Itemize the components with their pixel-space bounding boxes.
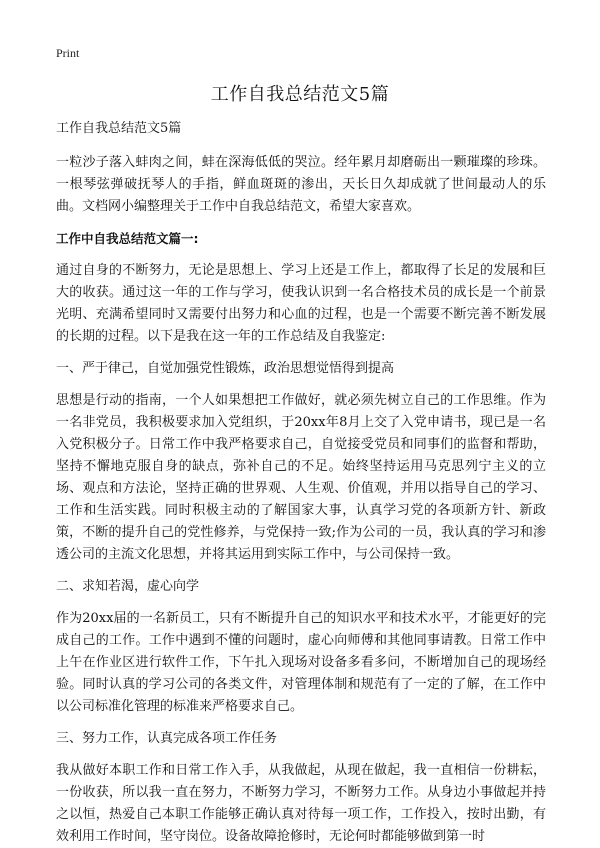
body-paragraph-2: 思想是行动的指南，一个人如果想把工作做好，就必须先树立自己的工作思维。作为一名非党员，我积极要求加入党组织，于20xx年8月上交了入党申请书，现已是一名入党积极分子。日常工作中我严格要求自己，自觉接受党员和同事们的监督和帮助，坚持不懈地克服自身的缺点，弥补自己的不足。始终坚持运用马克思列宁主义的立场、观点和方法论，坚持正确的世界观、人生观、价值观，并用以指导自己的学习、工作和生活实践。同时积极主动的了解国家大事，认真学习党的各项新方针、新政策，不断的提升自己的党性修养，与党保持一致;作为公司的一员，我认真的学习和渗透公司的主流文化思想，并将其运用到实际工作中，与公司保持一致。 — [56, 393, 546, 562]
document-body — [56, 118, 546, 848]
print-link[interactable]: Print — [56, 46, 80, 60]
point-heading-2: 二、求知若渴，虚心向学 — [56, 579, 200, 594]
body-paragraph-1: 通过自身的不断努力，无论是思想上、学习上还是工作上，都取得了长足的发展和巨大的收获。通过这一年的工作与学习，使我认识到一名合格技术员的成长是一个前景光明、充满希望同时又需要付出努力和心血的过程，也是一个需要不断完善不断发展的长期的过程。以下是我在这一年的工作总结及自我鉴定: — [56, 263, 546, 344]
point-heading-3: 三、努力工作，认真完成各项工作任务 — [56, 731, 278, 746]
body-paragraph-4: 我从做好本职工作和日常工作入手，从我做起，从现在做起，我一直相信一份耕耘，一份收获，所以我一直在努力，不断努力学习，不断努力工作。从身边小事做起并持之以恒，热爱自己本职工作能够正确认真对待每一项工作，工作投入，按时出勤，有效利用工作时间，坚守岗位。设备故障抢修时，无论何时都能够做到第一时 — [56, 763, 546, 844]
section-heading: 工作中自我总结范文篇一: — [56, 231, 199, 246]
point-heading-1: 一、严于律己，自觉加强党性锻炼，政治思想觉悟得到提高 — [56, 361, 395, 376]
page-title: 工作自我总结范文5篇 — [210, 84, 390, 105]
intro-paragraph: 一粒沙子落入蚌肉之间，蚌在深海低低的哭泣。经年累月却磨砺出一颗璀璨的珍珠。一根琴弦弹破抚琴人的手指，鲜血斑斑的渗出，天长日久却成就了世间最动人的乐曲。文档网小编整理关于工作中自我总结范文，希望大家喜欢。 — [56, 155, 546, 214]
document-subtitle: 工作自我总结范文5篇 — [56, 121, 182, 136]
body-paragraph-3: 作为20xx届的一名新员工，只有不断提升自己的知识水平和技术水平，才能更好的完成自己的工作。工作中遇到不懂的问题时，虚心向师傅和其他同事请教。日常工作中上午在作业区进行软件工作，下午扎入现场对设备多看多问，不断增加自己的现场经验。同时认真的学习公司的各类文件，对管理体制和规范有了一定的了解，在工作中以公司标准化管理的标准来严格要求自己。 — [56, 611, 546, 714]
